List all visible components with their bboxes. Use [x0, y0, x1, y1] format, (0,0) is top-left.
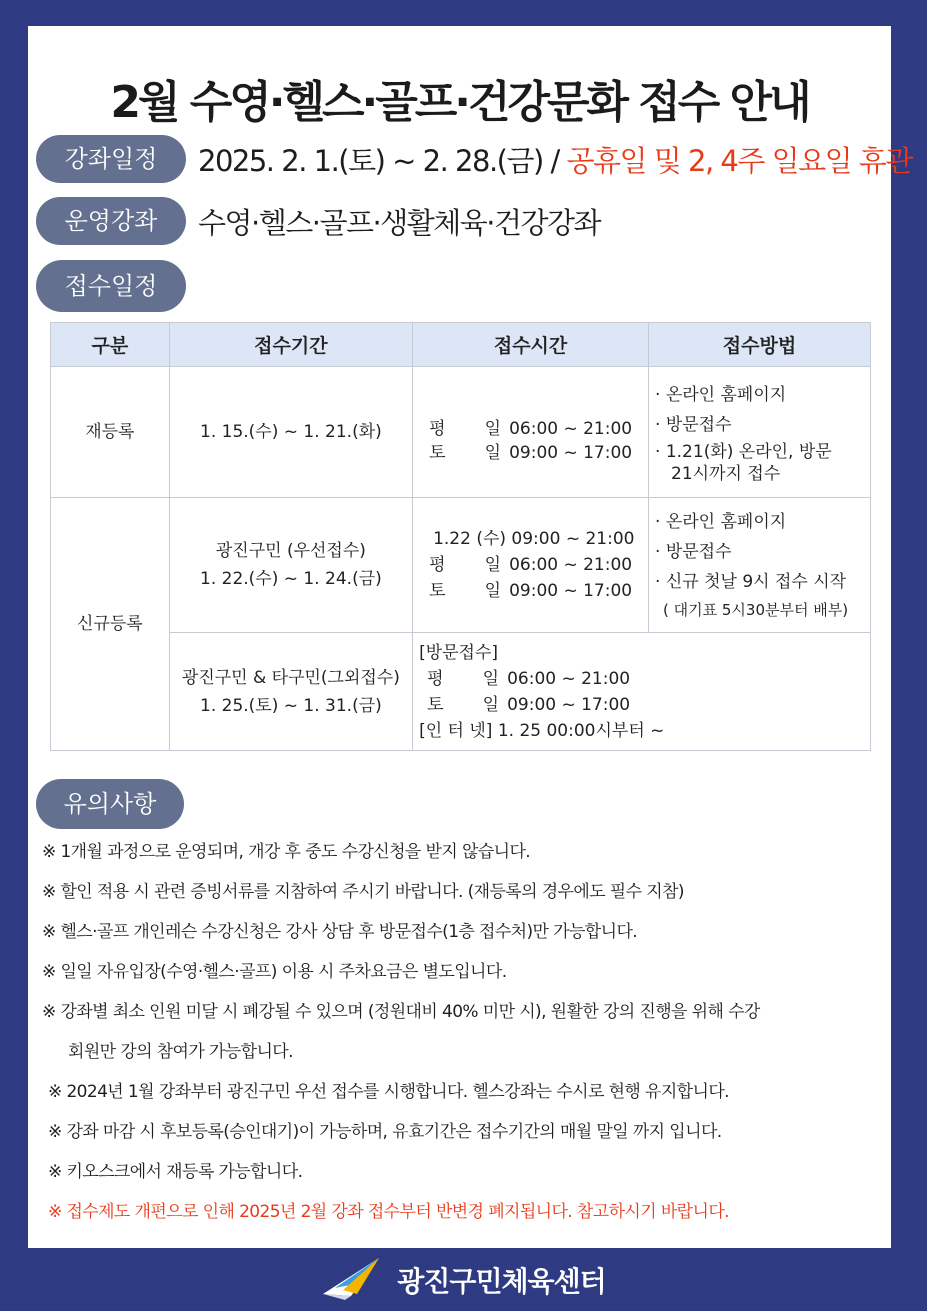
- new-method-visit: · 방문접수: [655, 542, 732, 562]
- method-visit: · 방문접수: [655, 415, 732, 435]
- new-general-weekday-time: 평 일 06:00 ~ 21:00: [427, 668, 631, 689]
- new-priority-first-day: 1.22 (수) 09:00 ~ 21:00: [433, 529, 635, 549]
- programs-label-pill: 운영강좌: [36, 197, 186, 245]
- header-method: 접수방법: [649, 323, 871, 367]
- paper-plane-logo-icon: [321, 1254, 383, 1306]
- new-general-period: 1. 25.(토) ~ 1. 31.(금): [200, 695, 382, 716]
- period-dates: 2025. 2. 1.(토) ~ 2. 28.(금) /: [198, 144, 559, 178]
- reregister-weekday-time: 평 일 06:00 ~ 21:00: [429, 419, 633, 439]
- new-method-start: · 신규 첫날 9시 접수 시작: [655, 572, 847, 592]
- period-row: [198, 139, 912, 180]
- notes-label-pill: 유의사항: [36, 779, 184, 829]
- new-priority-period-cell: [169, 498, 412, 633]
- note-item: ※ 1개월 과정으로 운영되며, 개강 후 중도 수강신청을 받지 않습니다.: [42, 842, 531, 862]
- new-general-weekend-time: 토 일 09:00 ~ 17:00: [427, 694, 631, 715]
- page-title: 2월 수영·헬스·골프·건강문화 접수 안내: [110, 77, 809, 128]
- table-header-row: [51, 323, 871, 367]
- header-time: 접수시간: [413, 323, 649, 367]
- programs-text: 수영·헬스·골프·생활체육·건강강좌: [198, 206, 601, 240]
- new-category: 신규등록: [51, 498, 170, 751]
- reregister-times: [413, 367, 649, 498]
- method-deadline-cont: 21시까지 접수: [671, 464, 781, 484]
- new-method-ticket-note: ( 대기표 5시30분부터 배부): [663, 601, 849, 619]
- period-label-pill: 강좌일정: [36, 135, 186, 183]
- new-general-times: [413, 633, 871, 751]
- new-priority-weekend-time: 토 일 09:00 ~ 17:00: [429, 581, 633, 601]
- new-method-online: · 온라인 홈페이지: [655, 512, 787, 532]
- notice-sheet: [28, 26, 912, 1248]
- note-warning: ※ 접수제도 개편으로 인해 2025년 2월 강좌 접수부터 반변경 폐지됩니다. 참고하시기 바랍니다.: [48, 1202, 729, 1222]
- new-general-period-cell: [169, 633, 412, 751]
- note-item: ※ 2024년 1월 강좌부터 광진구민 우선 접수를 시행합니다. 헬스강좌는 수시로 현행 유지합니다.: [48, 1082, 729, 1102]
- internet-note: [인 터 넷] 1. 25 00:00시부터 ~: [419, 720, 665, 741]
- table-row-new-general: [51, 633, 871, 751]
- reregister-period: 1. 15.(수) ~ 1. 21.(화): [169, 367, 412, 498]
- reregister-methods: [649, 367, 871, 498]
- new-priority-weekday-time: 평 일 06:00 ~ 21:00: [429, 555, 633, 575]
- footer: [0, 1248, 927, 1311]
- new-general-who: 광진구민 & 타구민(그외접수): [181, 667, 400, 688]
- method-online: · 온라인 홈페이지: [655, 385, 787, 405]
- new-priority-period: 1. 22.(수) ~ 1. 24.(금): [200, 569, 382, 589]
- closed-note: 공휴일 및 2, 4주 일요일 휴관: [566, 144, 912, 178]
- note-item-continuation: 회원만 강의 참여가 가능합니다.: [68, 1042, 293, 1062]
- table-row-new-priority: [51, 498, 871, 633]
- reregister-weekend-time: 토 일 09:00 ~ 17:00: [429, 443, 633, 463]
- notes-list: [42, 832, 882, 1232]
- method-deadline: · 1.21(화) 온라인, 방문: [655, 442, 832, 462]
- note-item: ※ 강좌별 최소 인원 미달 시 폐강될 수 있으며 (정원대비 40% 미만 시), 원활한 강의 진행을 위해 수강: [42, 1002, 760, 1022]
- registration-label-pill: 접수일정: [36, 260, 186, 312]
- note-item: ※ 키오스크에서 재등록 가능합니다.: [48, 1162, 303, 1182]
- table-row-reregister: [51, 367, 871, 498]
- new-priority-methods: [649, 498, 871, 633]
- note-item: ※ 할인 적용 시 관련 증빙서류를 지참하여 주시기 바랍니다. (재등록의 경우에도 필수 지참): [42, 882, 684, 902]
- new-priority-who: 광진구민 (우선접수): [215, 541, 366, 561]
- reregister-category: 재등록: [51, 367, 170, 498]
- note-item: ※ 헬스·골프 개인레슨 수강신청은 강사 상담 후 방문접수(1층 접수처)만 가능합니다.: [42, 922, 638, 942]
- header-period: 접수기간: [169, 323, 412, 367]
- note-item: ※ 일일 자유입장(수영·헬스·골프) 이용 시 주차요금은 별도입니다.: [42, 962, 507, 982]
- header-category: 구분: [51, 323, 170, 367]
- note-item: ※ 강좌 마감 시 후보등록(승인대기)이 가능하며, 유효기간은 접수기간의 매월 말일 까지 입니다.: [48, 1122, 722, 1142]
- center-name: 광진구민체육센터: [397, 1264, 606, 1298]
- new-priority-times: [413, 498, 649, 633]
- visit-label: [방문접수]: [419, 642, 499, 663]
- registration-table: [50, 322, 871, 751]
